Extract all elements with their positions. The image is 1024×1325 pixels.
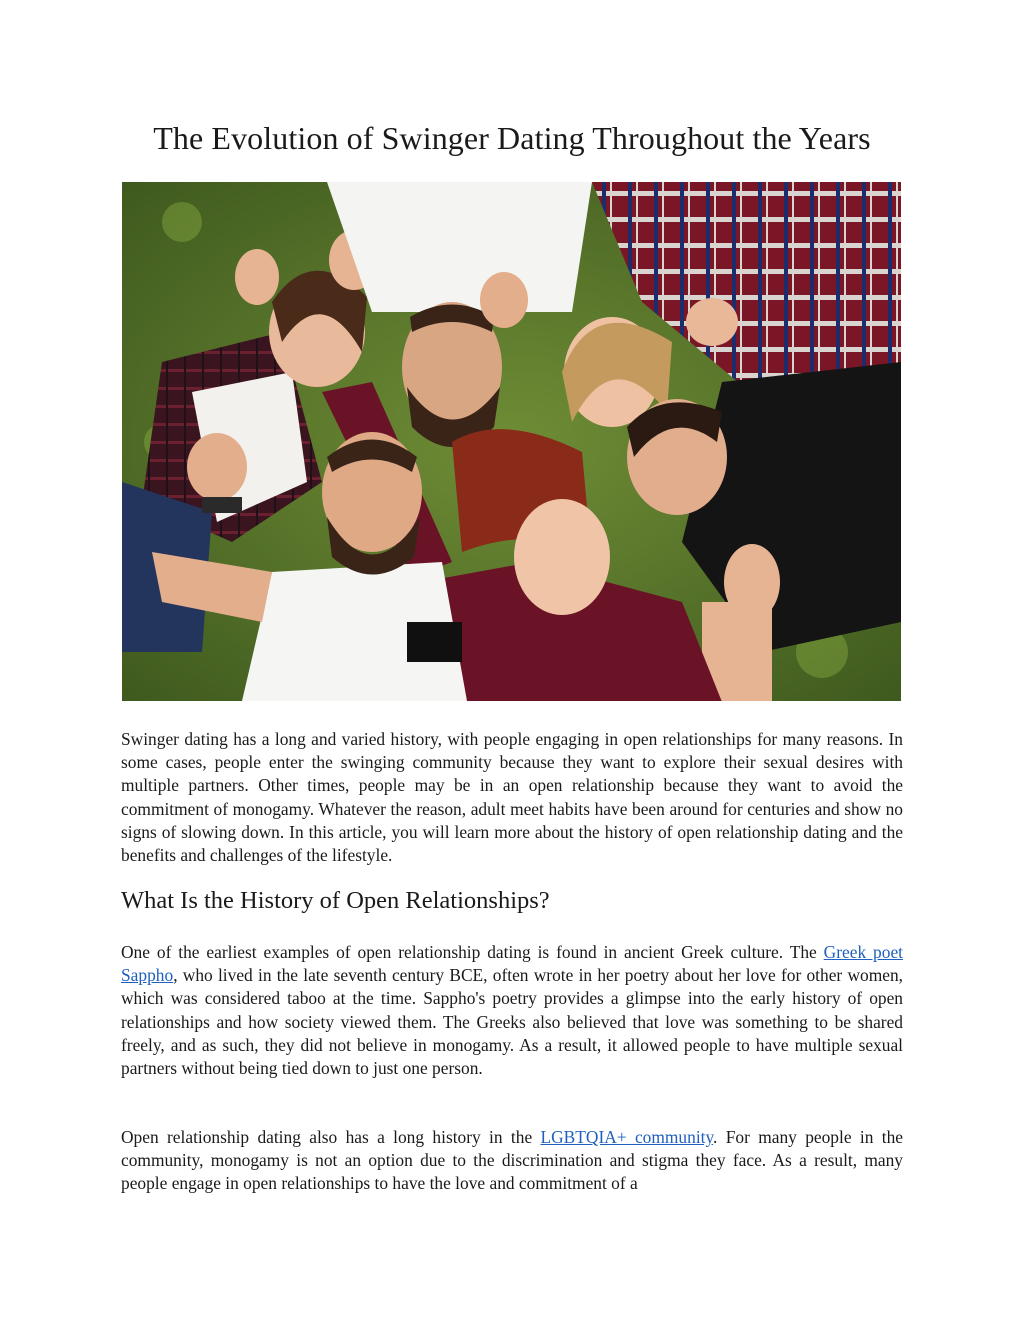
page-title: The Evolution of Swinger Dating Throughout the Years: [153, 120, 871, 156]
section-heading: What Is the History of Open Relationships?: [121, 887, 550, 914]
paragraph-text: Open relationship dating also has a long history in the: [121, 1127, 541, 1147]
paragraph-text: One of the earliest examples of open relationship dating is found in ancient Greek culture. The: [121, 942, 824, 962]
intro-paragraph: Swinger dating has a long and varied history, with people engaging in open relationships for many reasons. In some cases, people enter the swinging community because they want to explore their sexual desires with multiple partners. Other times, people may be in an open relationship because they want to avoid the commitment of monogamy. Whatever the reason, adult meet habits have been around for centuries and show no signs of slowing down. In this article, you will learn more about the history of open relationship dating and the benefits and challenges of the lifestyle.: [121, 729, 903, 866]
greek-poet-sappho-link[interactable]: Greek poet Sappho: [121, 942, 903, 986]
paragraph-text: . For many people in the community, monogamy is not an option due to the discrimination and stigma they face. As a result, many people engage in open relationships to have the love and commitment of a: [121, 1127, 903, 1194]
paragraph-history-greek: [121, 941, 903, 1080]
paragraph-text: , who lived in the late seventh century BCE, often wrote in her poetry about her love for other women, which was considered taboo at the time. Sappho's poetry provides a glimpse into the early history of open relationships and how society viewed them. The Greeks also believed that love was something to be shared freely, and as such, they did not believe in monogamy. As a result, it allowed people to have multiple sexual partners without being tied down to just one person.: [121, 965, 903, 1079]
paragraph-history-lgbtqia: [121, 1126, 903, 1196]
hero-photo: [122, 182, 901, 701]
lgbtqia-community-link[interactable]: LGBTQIA+ community: [540, 1127, 714, 1147]
